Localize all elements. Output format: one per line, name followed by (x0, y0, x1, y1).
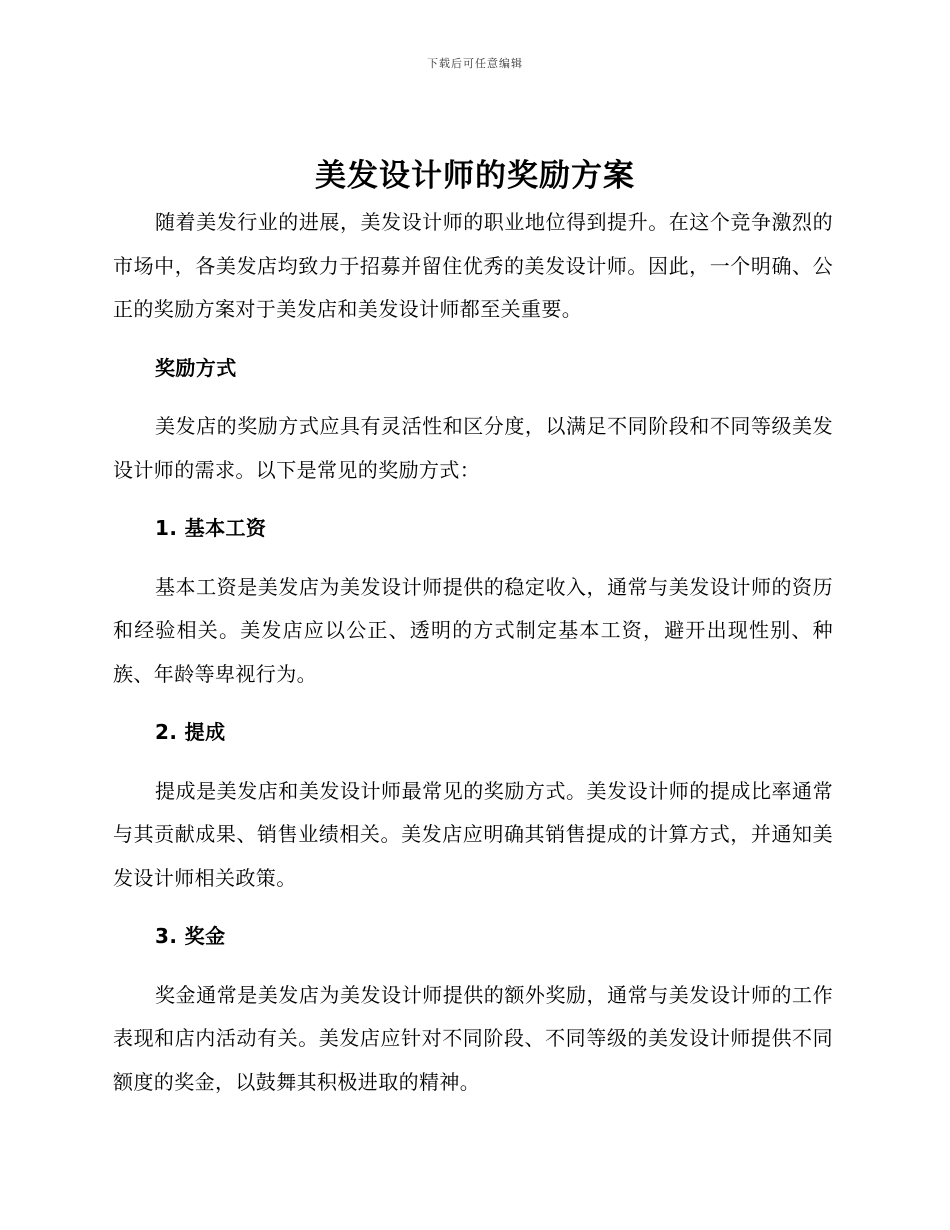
item-heading-base-salary: 1. 基本工资 (155, 516, 267, 540)
section-heading-reward-methods: 奖励方式 (155, 355, 237, 380)
item-paragraph-bonus: 奖金通常是美发店为美发设计师提供的额外奖励，通常与美发设计师的工作表现和店内活动有关。美发店应针对不同阶段、不同等级的美发设计师提供不同额度的奖金，以鼓舞其积极进取的精神。 (113, 982, 833, 1094)
document-title: 美发设计师的奖励方案 (315, 158, 635, 194)
item-paragraph-base-salary: 基本工资是美发店为美发设计师提供的稳定收入，通常与美发设计师的资历和经验相关。美发店应以公正、透明的方式制定基本工资，避开出现性别、种族、年龄等卑视行为。 (113, 574, 833, 686)
intro-paragraph: 随着美发行业的进展，美发设计师的职业地位得到提升。在这个竞争激烈的市场中，各美发店均致力于招募并留住优秀的美发设计师。因此，一个明确、公正的奖励方案对于美发店和美发设计师都至关重要。 (113, 210, 833, 321)
item-heading-bonus: 3. 奖金 (155, 924, 226, 948)
item-paragraph-commission: 提成是美发店和美发设计师最常见的奖励方式。美发设计师的提成比率通常与其贡献成果、销售业绩相关。美发店应明确其销售提成的计算方式，并通知美发设计师相关政策。 (113, 778, 833, 890)
section-paragraph-reward-methods: 美发店的奖励方式应具有灵活性和区分度，以满足不同阶段和不同等级美发设计师的需求。以下是常见的奖励方式： (113, 414, 833, 482)
header-note: 下载后可任意编辑 (427, 57, 523, 70)
item-heading-commission: 2. 提成 (155, 720, 226, 744)
document-body (113, 201, 833, 1104)
